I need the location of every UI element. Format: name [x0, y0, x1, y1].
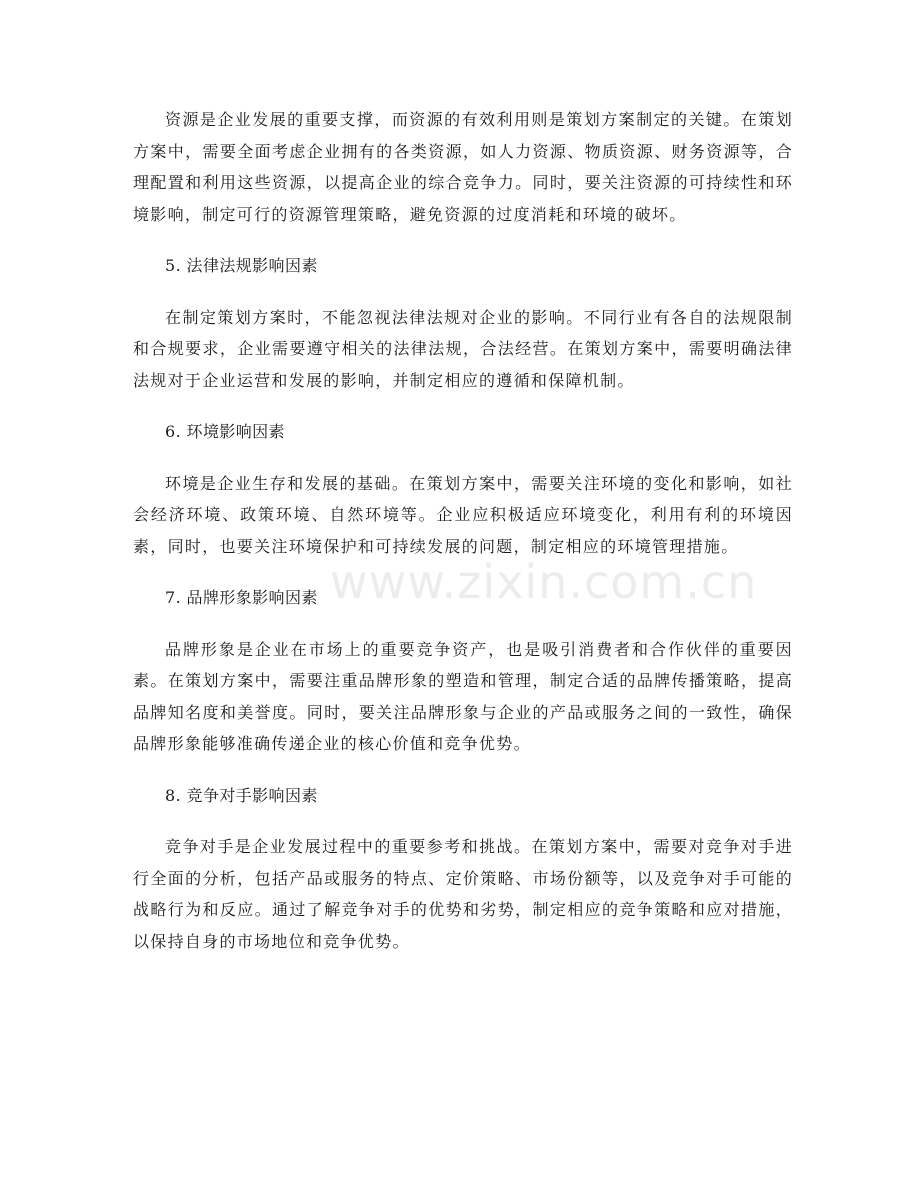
paragraph-legal: 在制定策划方案时，不能忽视法律法规对企业的影响。不同行业有各自的法规限制和合规要求，企业需要遵守相关的法律法规，合法经营。在策划方案中，需要明确法律法规对于企业运营和发展的影响，并制定相应的遵循和保障机制。 — [133, 307, 793, 390]
section-heading-6: 6. 环境影响因素 — [165, 422, 285, 441]
section-heading-7: 7. 品牌形象影响因素 — [165, 588, 318, 607]
paragraph-competitors: 竞争对手是企业发展过程中的重要参考和挑战。在策划方案中，需要对竞争对手进行全面的分析，包括产品或服务的特点、定价策略、市场份额等，以及竞争对手可能的战略行为和反应。通过了解竞争对手的优势和劣势，制定相应的竞争策略和应对措施，以保持自身的市场地位和竞争优势。 — [133, 837, 793, 951]
section-heading-8: 8. 竞争对手影响因素 — [165, 785, 318, 805]
paragraph-brand: 品牌形象是企业在市场上的重要竞争资产，也是吸引消费者和合作伙伴的重要因素。在策划方案中，需要注重品牌形象的塑造和管理，制定合适的品牌传播策略，提高品牌知名度和美誉度。同时，要关注品牌形象与企业的产品或服务之间的一致性，确保品牌形象能够准确传递企业的核心价值和竞争优势。 — [133, 639, 793, 753]
watermark: www.zixin.com.cn — [330, 555, 758, 609]
paragraph-resources: 资源是企业发展的重要支撑，而资源的有效利用则是策划方案制定的关键。在策划方案中，需要全面考虑企业拥有的各类资源，如人力资源、物质资源、财务资源等，合理配置和利用这些资源，以提高企业的综合竞争力。同时，要关注资源的可持续性和环境影响，制定可行的资源管理策略，避免资源的过度消耗和环境的破坏。 — [133, 110, 793, 224]
document-body — [133, 104, 793, 957]
section-heading-5: 5. 法律法规影响因素 — [165, 256, 318, 275]
paragraph-environment: 环境是企业生存和发展的基础。在策划方案中，需要关注环境的变化和影响，如社会经济环境、政策环境、自然环境等。企业应积极适应环境变化，利用有利的环境因素，同时，也要关注环境保护和可持续发展的问题，制定相应的环境管理措施。 — [133, 473, 793, 556]
